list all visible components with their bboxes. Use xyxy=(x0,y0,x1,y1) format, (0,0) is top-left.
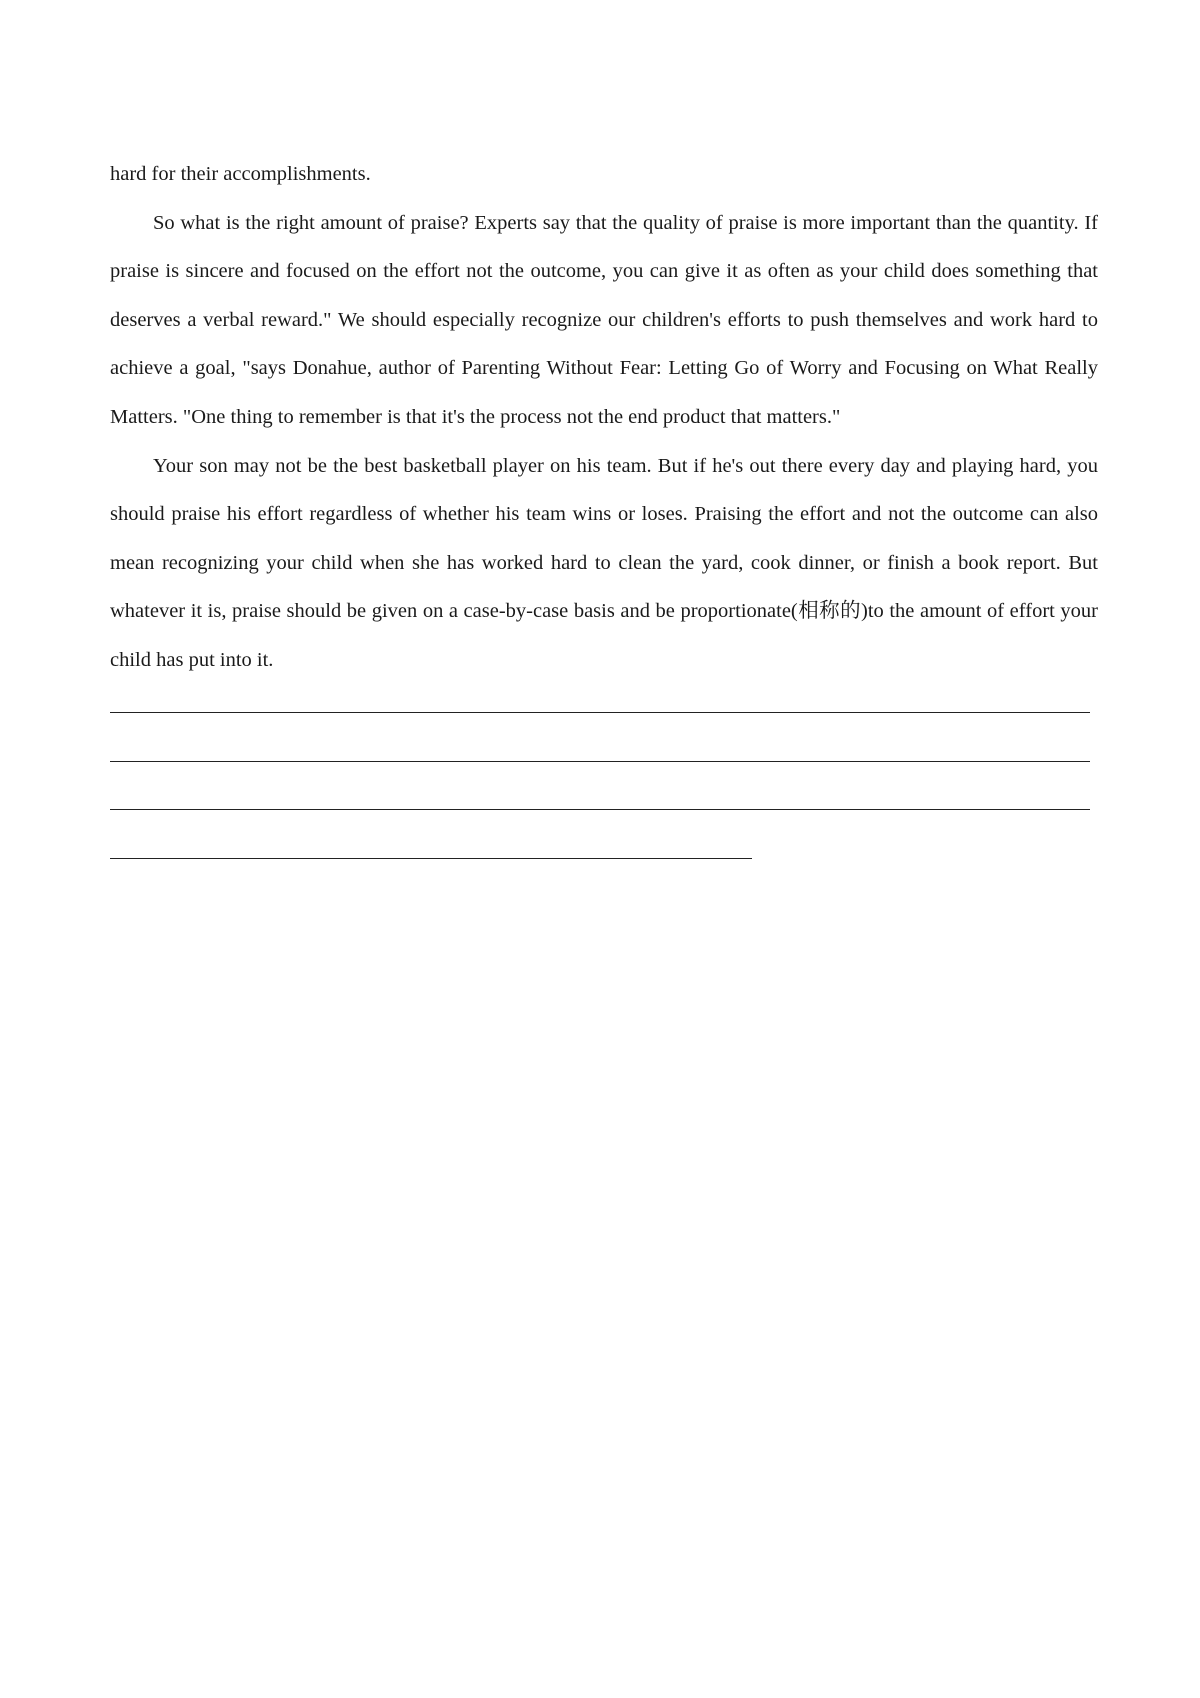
paragraph-right-amount-of-praise: So what is the right amount of praise? Experts say that the quality of praise is more important than the quantity. If praise is sincere and focused on the effort not the outcome, you can give it as often as your child does something that deserves a verbal reward." We should especially recognize our children's efforts to push themselves and work hard to achieve a goal, "says Donahue, author of Parenting Without Fear: Letting Go of Worry and Focusing on What Really Matters. "One thing to remember is that it's the process not the end product that matters." xyxy=(110,211,1098,428)
answer-line-3[interactable] xyxy=(110,809,1090,810)
passage xyxy=(110,150,1098,685)
answer-line-2[interactable] xyxy=(110,761,1090,762)
answer-line-4[interactable] xyxy=(110,858,752,859)
paragraph-basketball-example: Your son may not be the best basketball player on his team. But if he's out there every day and playing hard, you should praise his effort regardless of whether his team wins or loses. Praising the effort and not the outcome can also mean recognizing your child when she has worked hard to clean the yard, cook dinner, or finish a book report. But whatever it is, praise should be given on a case-by-case basis and be proportionate(相称的)to the amount of effort your child has put into it. xyxy=(110,454,1098,671)
answer-area xyxy=(110,712,1090,906)
paragraph-continuation: hard for their accomplishments. xyxy=(110,163,371,185)
answer-line-1[interactable] xyxy=(110,712,1090,713)
